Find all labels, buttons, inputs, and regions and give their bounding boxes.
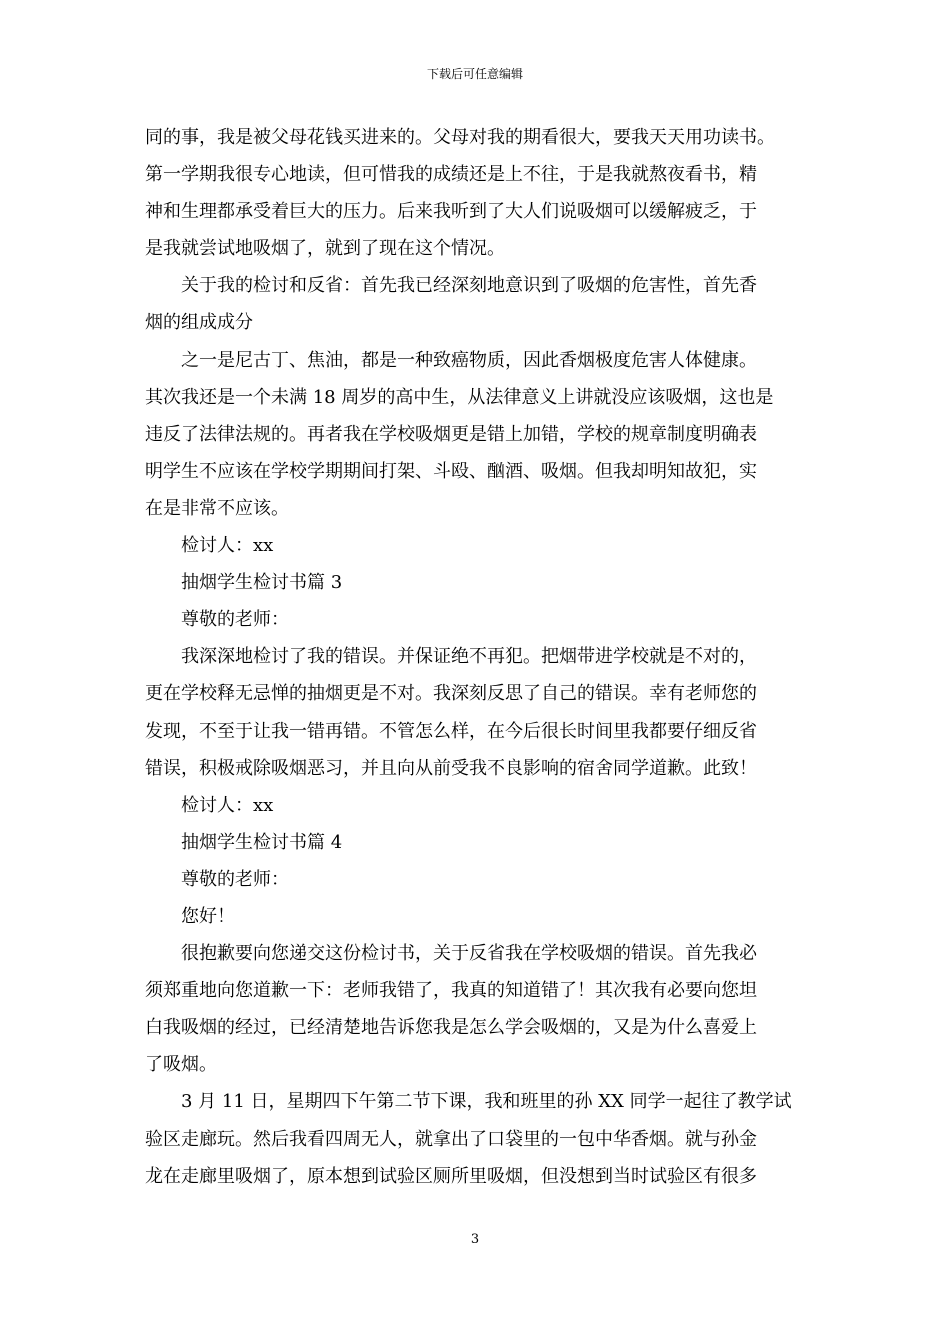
text-line: 错误，积极戒除吸烟恶习，并且向从前受我不良影响的宿舍同学道歉。此致！: [145, 757, 757, 779]
text-line: 违反了法律法规的。再者我在学校吸烟更是错上加错，学校的规章制度明确表: [145, 423, 757, 445]
text-line: 3 月 11 日，星期四下午第二节下课，我和班里的孙 XX 同学一起往了教学试: [181, 1091, 792, 1113]
document-body: [145, 119, 810, 1195]
text-line: 尊敬的老师：: [181, 868, 289, 890]
text-line: 我深深地检讨了我的错误。并保证绝不再犯。把烟带进学校就是不对的，: [181, 646, 757, 668]
text-line: 更在学校释无忌惮的抽烟更是不对。我深刻反思了自己的错误。幸有老师您的: [145, 683, 757, 705]
text-line: 其次我还是一个未满 18 周岁的高中生，从法律意义上讲就没应该吸烟，这也是: [145, 386, 774, 408]
text-line: 神和生理都承受着巨大的压力。后来我听到了大人们说吸烟可以缓解疲乏，于: [145, 201, 757, 223]
text-line: 检讨人：xx: [181, 794, 274, 816]
text-line: 验区走廊玩。然后我看四周无人，就拿出了口袋里的一包中华香烟。就与孙金: [145, 1128, 757, 1150]
text-line: 发现，不至于让我一错再错。不管怎么样，在今后很长时间里我都要仔细反省: [145, 720, 757, 742]
text-line: 白我吸烟的经过，已经清楚地告诉您我是怎么学会吸烟的，又是为什么喜爱上: [145, 1017, 757, 1039]
text-line: 抽烟学生检讨书篇 3: [181, 572, 343, 594]
text-line: 龙在走廊里吸烟了，原本想到试验区厕所里吸烟，但没想到当时试验区有很多: [145, 1165, 757, 1187]
page-number: 3: [470, 1232, 480, 1247]
text-line: 之一是尼古丁、焦油，都是一种致癌物质，因此香烟极度危害人体健康。: [181, 349, 757, 371]
text-line: 在是非常不应该。: [145, 497, 289, 519]
text-line: 第一学期我很专心地读，但可惜我的成绩还是上不往，于是我就熬夜看书，精: [145, 164, 757, 186]
text-line: 尊敬的老师：: [181, 609, 289, 631]
text-line: 检讨人：xx: [181, 535, 274, 557]
text-line: 明学生不应该在学校学期期间打架、斗殴、酗酒、吸烟。但我却明知故犯，实: [145, 460, 757, 482]
text-line: 须郑重地向您道歉一下：老师我错了，我真的知道错了！其次我有必要向您坦: [145, 980, 757, 1002]
text-line: 烟的组成成分: [145, 312, 253, 334]
page-header: 下载后可任意编辑: [426, 67, 523, 81]
text-line: 是我就尝试地吸烟了，就到了现在这个情况。: [145, 238, 505, 260]
text-line: 关于我的检讨和反省：首先我已经深刻地意识到了吸烟的危害性，首先香: [181, 275, 757, 297]
text-line: 抽烟学生检讨书篇 4: [181, 831, 343, 853]
text-line: 您好！: [181, 905, 235, 927]
text-line: 同的事，我是被父母花钱买进来的。父母对我的期看很大，要我天天用功读书。: [145, 127, 775, 148]
text-line: 了吸烟。: [145, 1054, 217, 1076]
text-line: 很抱歉要向您递交这份检讨书，关于反省我在学校吸烟的错误。首先我必: [181, 943, 757, 965]
